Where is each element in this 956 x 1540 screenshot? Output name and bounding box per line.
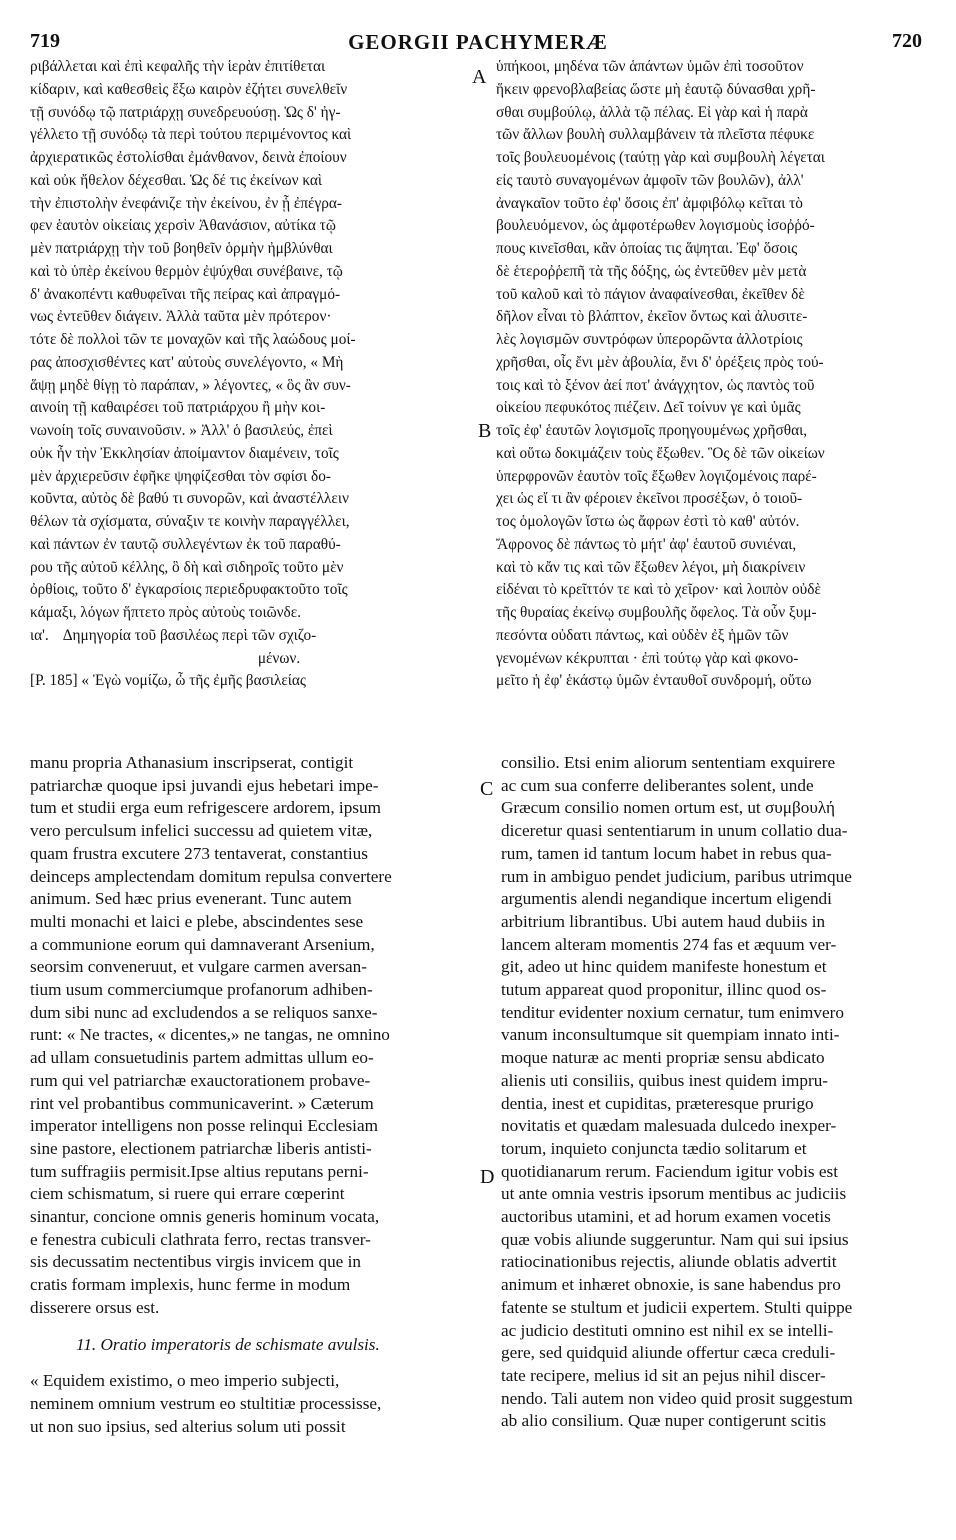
latin-text-line: vanum inconsultumque sit quempiam innato inti- <box>501 1025 840 1045</box>
latin-text-line: animum et inhæret obnoxie, is sane habendus pro <box>501 1275 841 1295</box>
latin-text-line: cratis formam implexis, hunc ferme in modum <box>30 1275 351 1295</box>
left-page-number: 719 <box>30 30 60 52</box>
latin-text-line: tum et studii erga eum refrigescere ardorem, ipsum <box>30 798 381 818</box>
latin-text-line: argumentis alendi negandique incertum eligendi <box>501 889 832 909</box>
latin-text-line: tium usum commerciumque profanorum adhiben- <box>30 980 373 1000</box>
greek-text-line: δ' ἀνακοπέντι καθυφεῖναι τῆς πείρας καὶ ἀπραγμό- <box>30 285 341 303</box>
greek-text-line: κοῦντα, αὐτὸς δὲ βαθύ τι συνορῶν, καὶ ἀναστέλλειν <box>30 490 349 508</box>
greek-text-line: εἰδέναι τὸ κρεῖττόν τε καὶ τὸ χεῖρον· καὶ λοιπὸν οὐδὲ <box>496 581 821 599</box>
latin-text-line: sis decussatim nectentibus virgis invicem que in <box>30 1252 361 1272</box>
latin-text-line: ut ante omnia vestris ipsorum mentibus ac judiciis <box>501 1184 847 1204</box>
latin-text-line: alienis uti consiliis, quibus inest quidem impru- <box>501 1070 829 1090</box>
greek-text-line: καὶ τὸ ὑπὲρ ἐκείνου θερμὸν ἐψύχθαι συνέβαινε, τῷ <box>30 262 343 280</box>
margin-marker-b: B <box>478 420 492 442</box>
latin-text-line: consilio. Etsi enim aliorum sententiam exquirere <box>501 753 836 772</box>
latin-text-line: tutum appareat quod proponitur, illinc quod os- <box>501 980 827 1000</box>
latin-text-line: runt: « Ne tractes, « dicentes,» ne tangas, ne omnino <box>30 1025 390 1045</box>
latin-text-line: ratiocinationibus rejectis, aliunde oblatis advertit <box>501 1252 837 1272</box>
latin-right-column <box>501 752 931 1433</box>
greek-text-line: νωνοίη τοῖς συναινοῦσιν. » Ἀλλ' ὁ βασιλεύς, ἐπεὶ <box>30 422 333 439</box>
latin-text-line: ac judicio destituti omnino est nihil ex se intelli- <box>501 1320 834 1340</box>
latin-text-line: e fenestra cubiculi clathrata ferro, rectas transver- <box>30 1229 371 1249</box>
greek-text-line: καὶ οὕτω δοκιμάζειν τοὺς ἔξωθεν. Ὃς δὲ τῶν οἰκείων <box>496 444 825 462</box>
right-page-number: 720 <box>892 30 922 52</box>
latin-text-line: ac cum sua conferre deliberantes solent, unde <box>501 775 814 795</box>
greek-text-line: φεν ἑαυτὸν οἰκείαις χερσὶν Ἀθανάσιον, αὐτίκα τῷ <box>30 217 336 235</box>
greek-text-line: δὲ ἑτεροῤῥεπῆ τὰ τῆς δόξης, ὡς ἐντεῦθεν μὲν μετὰ <box>496 262 807 280</box>
greek-text-line: τοῖς ἐφ' ἑαυτῶν λογισμοῖς προηγουμένως χρῆσθαι, <box>496 422 808 439</box>
greek-text-line: γέλλετο τῇ συνόδῳ τὰ περὶ τούτου περιμένοντος καὶ <box>30 126 352 144</box>
latin-text-line: quotidianarum rerum. Faciendum igitur vobis est <box>501 1161 839 1181</box>
latin-text-line: imperator intelligens non posse relinqui Ecclesiam <box>30 1116 378 1136</box>
greek-text-line: ρας ἀποσχισθέντες κατ' αὐτοὺς συνελέγοντο, « Μὴ <box>30 353 344 371</box>
latin-text-line: moque naturæ ac menti propriæ sensu abdicato <box>501 1048 825 1068</box>
latin-left-column <box>30 752 462 1438</box>
margin-marker-a: A <box>472 66 487 88</box>
greek-text-line: ἥκειν φρενοβλαβείας ὥστε μὴ ἑαυτῷ δύνασθαι χρῆ- <box>496 80 816 98</box>
heading-spacer <box>30 1356 462 1370</box>
greek-text-line: κάμαξι, λόγων ἥπτετο πρὸς αὐτοὺς τοιῶνδε. <box>30 604 302 621</box>
latin-text-line: tate recipere, melius id sit an pejus nihil discer- <box>501 1365 826 1385</box>
latin-text-line: tenditur evidenter noxium cernatur, tum enimvero <box>501 1002 844 1022</box>
latin-text-line: tum suffragiis permisit.Ipse altius reputans perni- <box>30 1161 369 1181</box>
greek-text-line: σθαι συμβούλῳ, ἀλλὰ τῷ πέλας. Εἰ γὰρ καὶ ἡ παρὰ <box>496 103 808 121</box>
greek-text-line: ἅψῃ μηδὲ θίγῃ τὸ παράπαν, » λέγοντες, « ὃς ἂν συν- <box>30 376 351 394</box>
latin-text-line: ut non suo ipsius, sed alterius solum uti possit <box>30 1416 346 1436</box>
latin-text-line: sine pastore, electionem patriarchæ liberis antisti- <box>30 1138 372 1158</box>
greek-text-line: [P. 185] « Ἐγὼ νομίζω, ὦ τῆς ἐμῆς βασιλείας <box>30 672 306 690</box>
greek-text-line: χρῆσθαι, οἷς ἔνι μὲν ἀβουλία, ἔνι δ' ὀρέξεις πρὸς τού- <box>496 353 824 371</box>
latin-text-line: quæ vobis aliunde suggeruntur. Nam qui sui ipsius <box>501 1229 849 1249</box>
latin-text-line: manu propria Athanasium inscripserat, contigit <box>30 753 354 772</box>
latin-text-line: disserere orsus est. <box>30 1297 160 1317</box>
greek-text-line: καὶ οὐκ ἤθελον δέχεσθαι. Ὡς δέ τις ἐκείνων καὶ <box>30 171 323 189</box>
running-title: GEORGII PACHYMERÆ <box>348 30 608 54</box>
greek-text-line: ὀρθίοις, τοῦτο δ' ἐγκαρσίοις περιεδρυφακτοῦτο τοῖς <box>30 581 348 599</box>
greek-text-line: τῇ συνόδῳ τῷ πατριάρχῃ συνεδρευούσῃ. Ὡς δ' ἠγ- <box>30 103 341 121</box>
latin-text-line: sinantur, concione omnis generis hominum vocata, <box>30 1207 380 1227</box>
latin-text-line: fatente se stultum et judicii expertem. Stulti quippe <box>501 1297 853 1317</box>
latin-text-line: git, adeo ut hinc quidem manifeste honestum et <box>501 957 827 977</box>
greek-text-line: τῆς θυραίας ἐκείνῳ συμβουλῆς ὄφελος. Τὰ οὖν ξυμ- <box>496 604 817 621</box>
greek-text-line: τος ὁμολογῶν ἴστω ὡς ἄφρων ἐστὶ τὸ καθ' αὐτόν. <box>496 513 800 530</box>
latin-section-heading: 11. Oratio imperatoris de schismate avulsis. <box>76 1334 380 1354</box>
greek-section-title-cont: μένων. <box>257 649 301 667</box>
greek-text-line: τοῦ καλοῦ καὶ τὸ πάγιον ἀναφαίνεσθαι, ἐκεῖθεν δὲ <box>496 285 805 303</box>
latin-text-line: deinceps amplectendam domitum repulsa convertere <box>30 866 392 886</box>
greek-section-heading <box>30 625 468 648</box>
greek-text-line: ριβάλλεται καὶ ἐπὶ κεφαλῆς τὴν ἱερὰν ἐπιτίθεται <box>30 58 326 75</box>
greek-text-line: κίδαριν, καὶ καθεσθεὶς ἔξω καιρὸν ἐζήτει συνελθεῖν <box>30 80 348 98</box>
margin-marker-c: C <box>480 778 494 800</box>
greek-text-line: καὶ πάντων ἐν ταυτῷ συλλεγέντων ἐκ τοῦ παραθύ- <box>30 535 341 553</box>
greek-text-line: θέλων τὰ σχίσματα, σύναξιν τε κοινὴν παραγγέλλει, <box>30 513 350 530</box>
latin-text-line: quam frustra excutere 273 tentaverat, constantius <box>30 843 368 863</box>
greek-text-line: τότε δὲ πολλοὶ τῶν τε μοναχῶν καὶ τῆς λαώδους μοί- <box>30 331 356 348</box>
latin-text-line: novitatis et quædam malesuada dulcedo inexper- <box>501 1116 837 1136</box>
latin-text-line: gere, sed quidquid aliunde offertur cæca creduli- <box>501 1343 836 1363</box>
greek-text-line: οὐκ ἦν τὴν Ἐκκλησίαν ἀποίμαντον διαμένειν, τοῖς <box>30 444 339 462</box>
greek-text-line: οἰκείου πεφυκότος πιέζειν. Δεῖ τοίνυν γε καὶ ὑμᾶς <box>496 399 801 417</box>
greek-text-line: τοῖς βουλευομένοις (ταύτῃ γὰρ καὶ συμβουλὴ λέγεται <box>496 149 825 166</box>
greek-right-column <box>496 56 926 693</box>
latin-text-line: rum, tamen id tantum locum habet in rebus qua- <box>501 843 832 863</box>
latin-text-line: lancem alteram momentis 274 fas et æquum ver- <box>501 934 837 954</box>
heading-spacer <box>30 1320 462 1334</box>
greek-text-line: Ἄφρονος δὲ πάντως τὸ μήτ' ἀφ' ἑαυτοῦ συνιέναι, <box>496 535 797 553</box>
greek-text-line: πεσόντα οὐδατι πάντως, καὶ οὐδὲν ἐξ ἡμῶν τῶν <box>496 626 789 644</box>
greek-left-column <box>30 56 468 693</box>
greek-text-line: μὲν πατριάρχῃ τὴν τοῦ βοηθεῖν ὁρμὴν ἠμβλύνθαι <box>30 240 333 257</box>
greek-text-line: ὑπήκοοι, μηδένα τῶν ἁπάντων ὑμῶν ἐπὶ τοσοῦτον <box>496 58 804 75</box>
latin-text-line: Græcum consilio nomen ortum est, ut συμβουλή <box>501 798 835 818</box>
latin-text-line: seorsim conveneruut, et vulgare carmen aversan- <box>30 957 367 977</box>
latin-text-line: ad ullam consuetudinis partem admittas ullum eo- <box>30 1048 374 1068</box>
latin-text-line: rint vel probantibus communicaverint. » Cæterum <box>30 1093 374 1113</box>
latin-text-line: dentia, inest et cupiditas, præteresque prurigo <box>501 1093 814 1113</box>
latin-text-line: vero perculsum infelici successu ad quietem vitæ, <box>30 821 373 841</box>
greek-text-line: γενομένων κέκρυπται · ἐπὶ τούτῳ γὰρ καὶ φκονο- <box>496 649 799 667</box>
greek-text-line: πους κινεῖσθαι, κἂν ὁποίας τις ἅψηται. Ἐφ' ὅσοις <box>496 240 798 257</box>
greek-text-line: ἀναγκαῖον τοῦτο ἐφ' ὅσοις ἐπ' ἀμφιβόλῳ κεῖται τὸ <box>496 194 803 212</box>
latin-text-line: animum. Sed hæc prius evenerant. Tunc autem <box>30 889 352 909</box>
latin-text-line: nendo. Tali autem non video quid prosit suggestum <box>501 1388 853 1408</box>
latin-text-line: arbitrium librantibus. Ubi autem haud dubiis in <box>501 911 826 931</box>
greek-text-line: ὑπερφρονῶν ἑαυτὸν τοῖς ἔξωθεν λογιζομένοις παρέ- <box>496 467 817 485</box>
latin-text-line: multi monachi et laici e plebe, abscindentes sese <box>30 911 364 931</box>
latin-text-line: torum, inquieto conjuncta tædio solitarum et <box>501 1138 807 1158</box>
greek-text-line: μεῖτο ἡ ἐφ' ἑκάστῳ ὑμῶν ἐνταυθοῖ συνδρομή, οὕτω <box>496 672 812 690</box>
greek-text-line: νως ἐντεῦθεν διάγειν. Ἀλλὰ ταῦτα μὲν πρότερον· <box>30 308 332 326</box>
greek-text-line: εἰς ταυτὸ συναγομένων ἀμφοῖν τῶν βουλῶν), ἀλλ' <box>496 171 804 189</box>
latin-text-line: ciem schismatum, si ruere qui errare cœperint <box>30 1184 345 1204</box>
latin-text-line: diceretur quasi sententiarum in unum collatio dua- <box>501 821 848 841</box>
greek-text-line: καὶ τὸ κἄν τις καὶ τῶν ἔξωθεν λέγοι, μὴ διακρίνειν <box>496 558 806 576</box>
latin-text-line: dum sibi nunc ad excludendos a se reliquos sanxe- <box>30 1002 378 1022</box>
greek-section-title: Δημηγορία τοῦ βασιλέως περὶ τῶν σχιζο- <box>62 626 317 644</box>
margin-marker-d: D <box>480 1166 495 1188</box>
greek-text-line: ἀρχιερατικῶς ἐστολίσθαι ἐμάνθανον, δεινὰ ἐποίουν <box>30 149 347 166</box>
latin-text-line: auctoribus utamini, et ad horum examen vocetis <box>501 1207 831 1227</box>
greek-text-line: αινοίη τῇ καθαιρέσει τοῦ πατριάρχου ἢ μὴν κοι- <box>30 399 326 417</box>
greek-text-line: χει ὡς εἴ τι ἂν φέροιεν ἐκεῖνοι προσέξων, ὁ τοιοῦ- <box>496 490 803 508</box>
greek-text-line: βουλευόμενον, ὡς ἀμφοτέρωθεν λογισμοὺς ἰσοῤῥό- <box>496 217 815 235</box>
greek-text-line: τοις καὶ τὸ ξένον ἀεί ποτ' ἀνάγχητον, ὡς παντὸς τοῦ <box>496 376 815 394</box>
greek-text-line: δῆλον εἶναι τὸ βλάπτον, ἐκεῖον ὄντως καὶ ἀλυσιτε- <box>496 308 808 326</box>
latin-text-line: « Equidem existimo, o meo imperio subjecti, <box>30 1371 340 1391</box>
greek-text-line: ρου τῆς αὐτοῦ κέλλης, ὃ δὴ καὶ σιδηροῖς τοῦτο μὲν <box>30 558 344 576</box>
greek-text-line: τῶν ἄλλων βουλὴ συλλαμβάνειν τὰ πλεῖστα πέφυκε <box>496 126 815 144</box>
greek-text-line: λὲς λογισμῶν συντρόφων ὑπερορῶντα ἀλλοτρίοις <box>496 331 803 348</box>
latin-text-line: a communione eorum qui damnaverant Arsenium, <box>30 934 375 954</box>
latin-text-line: neminem omnium vestrum eo stultitiæ processisse, <box>30 1393 382 1413</box>
latin-text-line: rum qui vel patriarchæ exauctorationem probave- <box>30 1070 371 1090</box>
greek-section-number: ια'. <box>30 626 49 644</box>
latin-text-line: patriarchæ quoque ipsi juvandi ejus hebetari impe- <box>30 775 379 795</box>
latin-text-line: rum in ambiguo pendet judicium, paribus utrimque <box>501 866 852 886</box>
greek-text-line: τὴν ἐπιστολὴν ἐνεφάνιζε τὴν ἐκείνου, ἐν ᾗ ἐπέγρα- <box>30 194 342 212</box>
greek-text-line: μὲν ἀρχιερεῦσιν ἐφῆκε ψηφίζεσθαι τὸν σφίσι δο- <box>30 467 331 485</box>
latin-text-line: ab alio consilium. Quæ nuper contigerunt scitis <box>501 1411 827 1431</box>
